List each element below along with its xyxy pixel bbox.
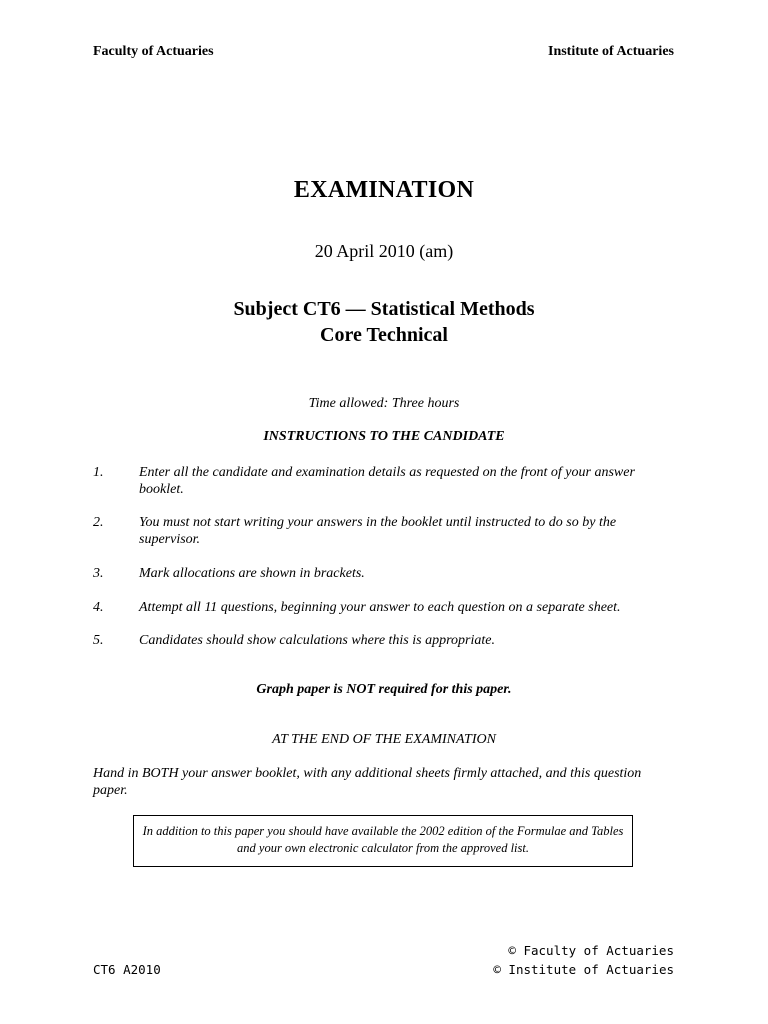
materials-note-text: In addition to this paper you should have available the 2002 edition of the Formulae and Tables and your own electronic calculator from the approved list. (142, 824, 624, 855)
instruction-text: Enter all the candidate and examination details as requested on the front of your answer booklet. (139, 465, 635, 497)
hand-in-instruction: Hand in BOTH your answer booklet, with any additional sheets firmly attached, and this question paper. (93, 766, 642, 798)
subject-heading (0, 296, 768, 348)
paper-code: CT6 A2010 (93, 962, 161, 977)
instruction-text: Mark allocations are shown in brackets. (139, 566, 365, 581)
materials-note-box (133, 815, 633, 867)
instructions-heading: INSTRUCTIONS TO THE CANDIDATE (263, 429, 505, 444)
subject-line-2: Core Technical (320, 324, 448, 346)
instruction-number: 4. (93, 600, 104, 615)
instruction-number: 5. (93, 633, 104, 648)
copyright-faculty: © Faculty of Actuaries (508, 943, 674, 958)
instruction-text: Candidates should show calculations where this is appropriate. (139, 633, 495, 648)
header-institute: Institute of Actuaries (548, 44, 674, 59)
subject-line-1: Subject CT6 — Statistical Methods (233, 298, 535, 320)
instruction-number: 2. (93, 515, 104, 530)
instruction-number: 3. (93, 566, 104, 581)
page-title: EXAMINATION (293, 177, 475, 203)
end-of-exam-heading: AT THE END OF THE EXAMINATION (272, 732, 496, 747)
header-faculty: Faculty of Actuaries (93, 44, 214, 59)
instruction-number: 1. (93, 465, 104, 480)
copyright-institute: © Institute of Actuaries (493, 962, 674, 977)
instruction-text: Attempt all 11 questions, beginning your answer to each question on a separate sheet. (139, 600, 621, 615)
exam-date: 20 April 2010 (am) (314, 241, 454, 261)
instruction-text: You must not start writing your answers in the booklet until instructed to do so by the supervisor. (139, 515, 617, 547)
graph-paper-note: Graph paper is NOT required for this paper. (256, 682, 512, 697)
time-allowed: Time allowed: Three hours (308, 396, 460, 411)
